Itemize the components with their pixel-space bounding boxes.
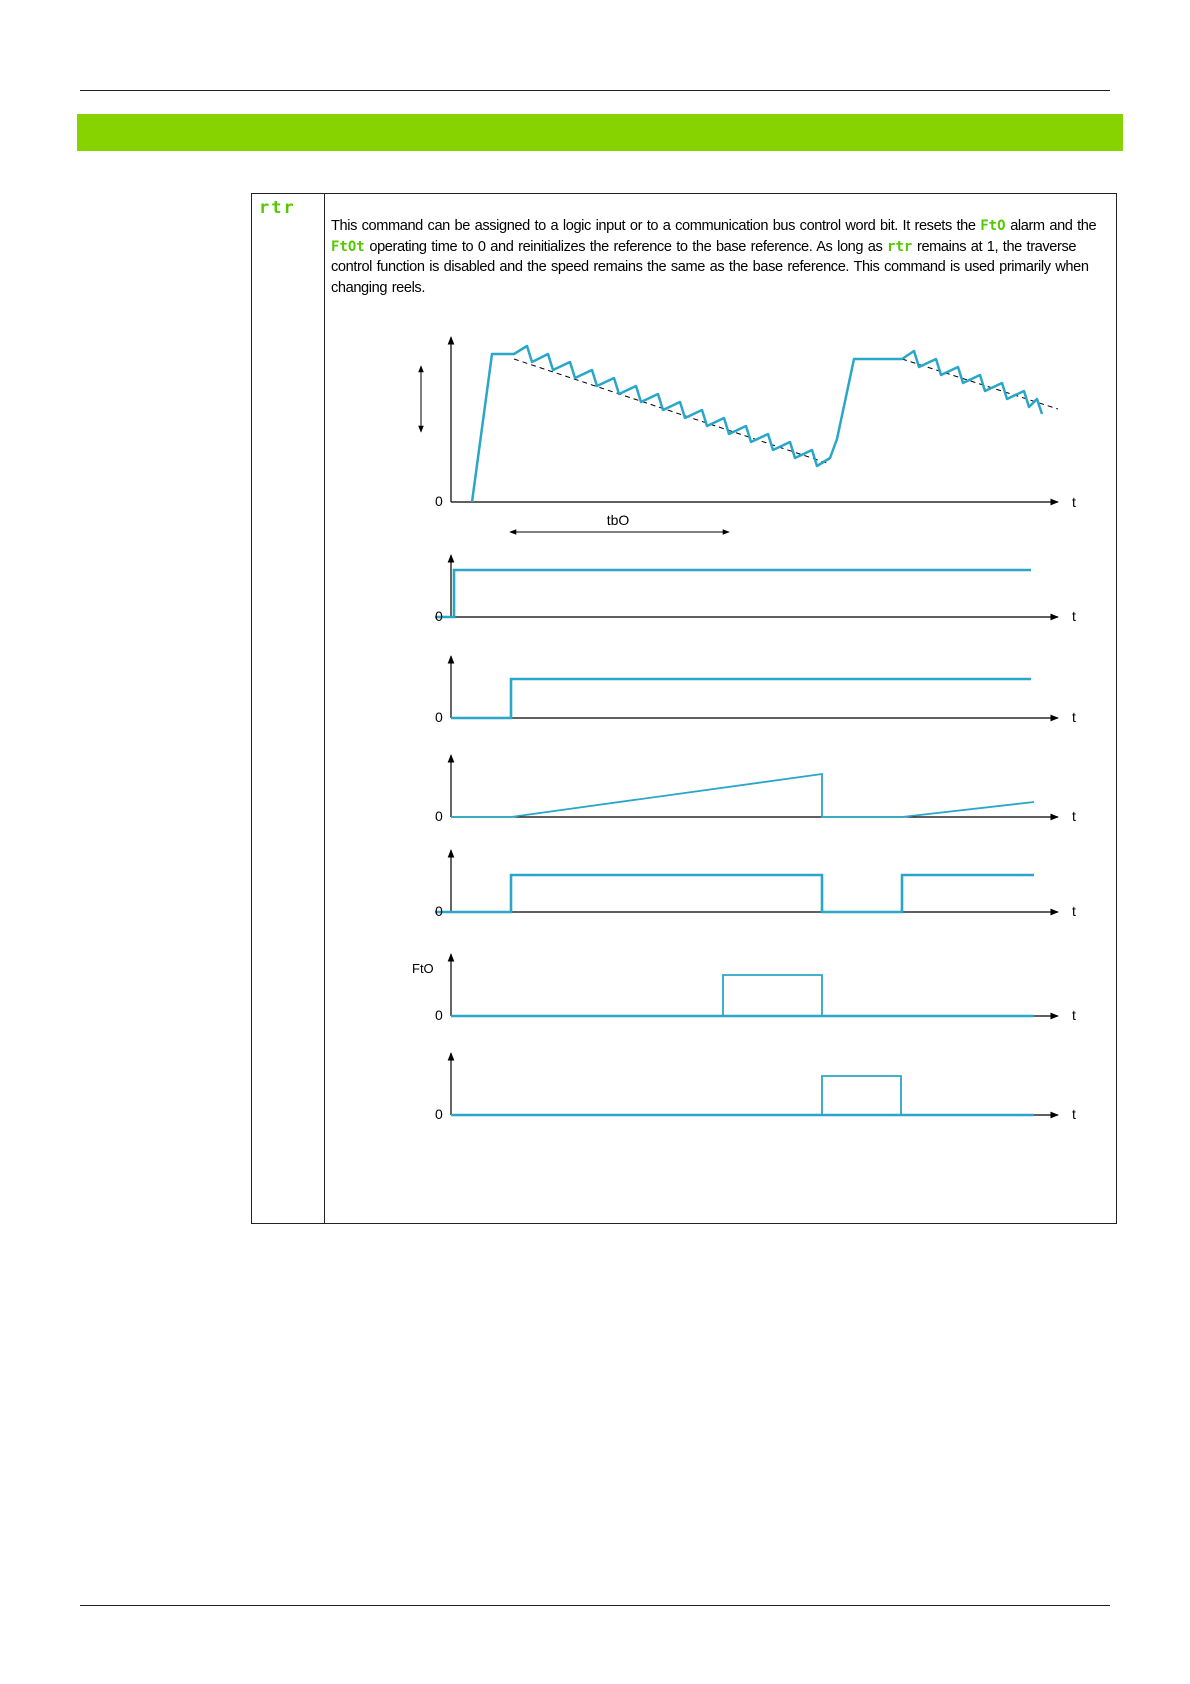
parameter-table xyxy=(251,193,1117,1224)
timeline-signal xyxy=(435,570,1031,617)
timeline-time-label: t xyxy=(1072,1106,1076,1122)
timeline-zero-label: 0 xyxy=(435,608,443,624)
timeline-zero-label: 0 xyxy=(435,808,443,824)
timeline-zero-label: 0 xyxy=(435,709,443,725)
speed-curve xyxy=(472,346,1042,502)
timeline-time-label: t xyxy=(1072,903,1076,919)
bottom-rule xyxy=(80,1605,1110,1606)
timeline-signal xyxy=(435,875,1034,912)
timeline-pulse xyxy=(723,975,822,1016)
timeline-zero-label: 0 xyxy=(435,1007,443,1023)
description-text: This command can be assigned to a logic input or to a communication bus control word bit. It resets the xyxy=(331,218,981,234)
tbo-label: tbO xyxy=(606,512,630,528)
parameter-code: rtr xyxy=(259,198,296,218)
speed-time-label: t xyxy=(1072,494,1076,510)
timeline-time-label: t xyxy=(1072,808,1076,824)
description-text: alarm and the xyxy=(1005,218,1097,234)
section-header-band xyxy=(77,114,1123,151)
timeline-zero-label: 0 xyxy=(435,903,443,919)
timeline-signal xyxy=(451,774,1034,817)
speed-zero-label: 0 xyxy=(435,493,443,509)
traverse-timing-diagram xyxy=(252,194,1118,1225)
timeline-time-label: t xyxy=(1072,709,1076,725)
top-rule xyxy=(80,90,1110,91)
timeline-zero-label: 0 xyxy=(435,1106,443,1122)
timeline-pulse xyxy=(822,1076,901,1115)
inline-parameter-code: FtO xyxy=(980,218,1006,234)
timeline-name-label: FtO xyxy=(412,961,434,976)
inline-parameter-code: rtr xyxy=(887,238,913,255)
timeline-time-label: t xyxy=(1072,1007,1076,1023)
base-reference-line xyxy=(514,359,830,464)
inline-parameter-code: FtOt xyxy=(331,238,365,255)
timeline-signal xyxy=(451,679,1031,718)
description-text: operating time to 0 and reinitializes the reference to the base reference. As long as xyxy=(364,238,888,255)
description-text: remains at 1, the traverse control function is disabled and the speed remains the same as the base reference. This command is used primarily when changing reels. xyxy=(331,238,1089,296)
timeline-time-label: t xyxy=(1072,608,1076,624)
